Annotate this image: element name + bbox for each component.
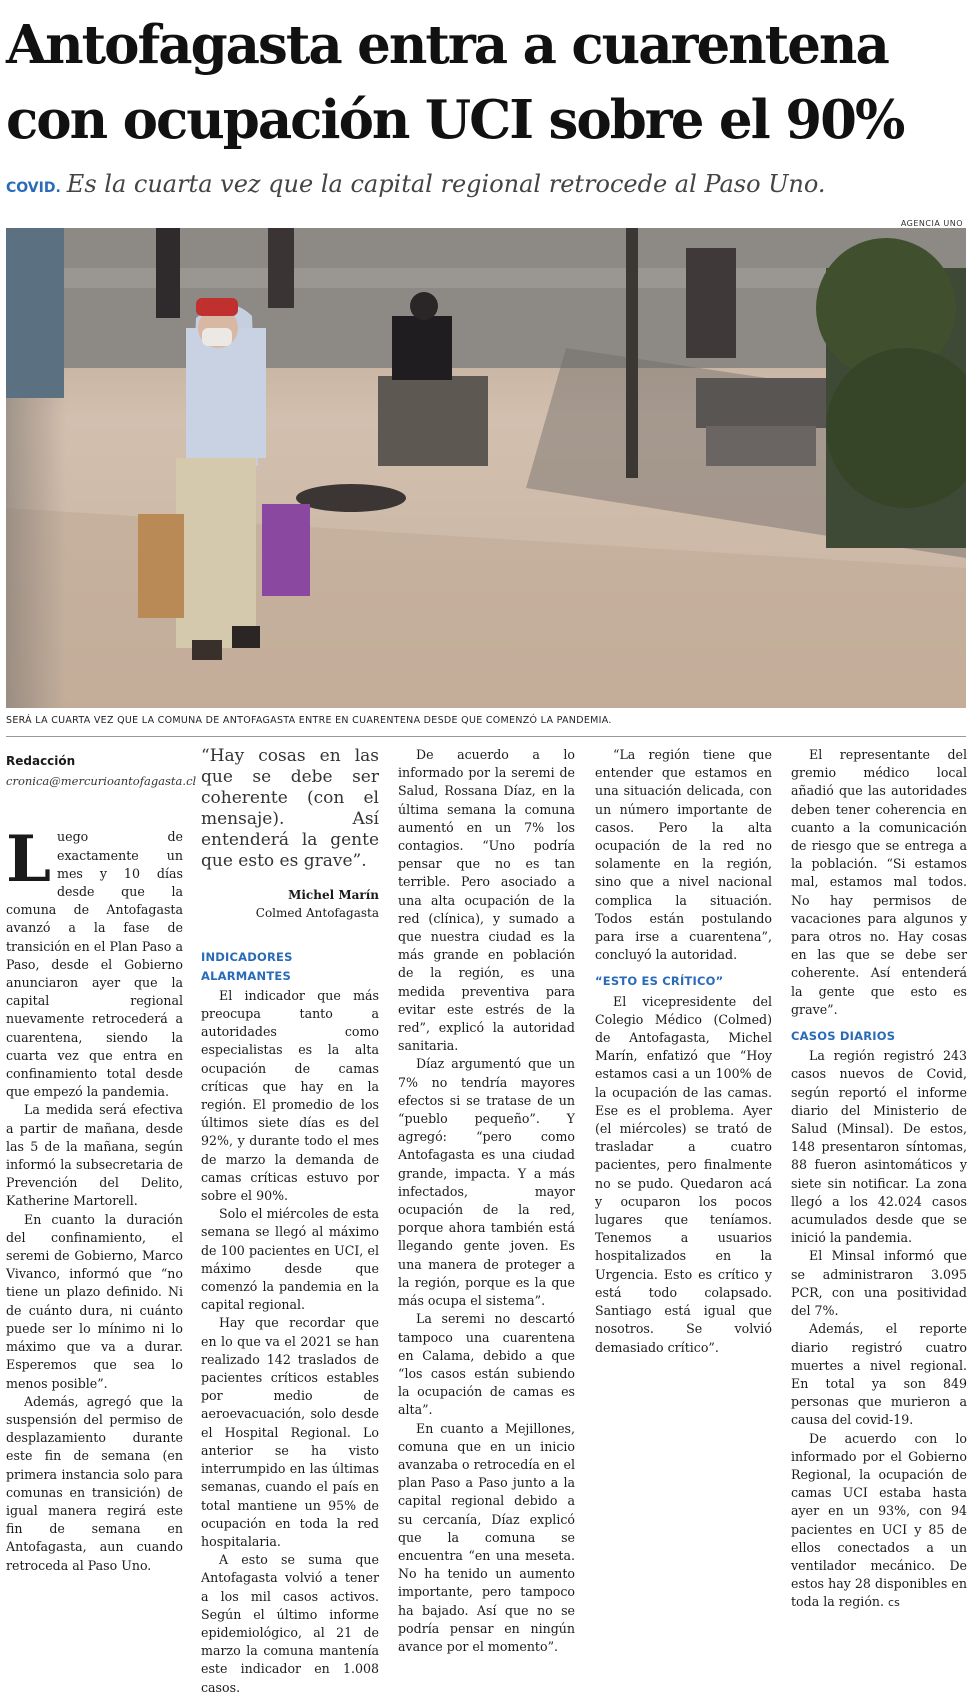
end-mark: cs bbox=[888, 1596, 900, 1610]
paragraph: El vicepresidente del Colegio Médico (Colmed) de Antofagasta, Michel Marín, enfatizó que “Hoy estamos casi a un 100% de la ocupación de las camas. Ese es el problema. Ayer (el miércoles) se trató de trasladar a cuatro pacientes, pero finalmente no se pudo. Quedaron acá y ocuparon los pocos lugares que teníamos. Tenemos a usuarios hospitalizados en la Urgencia. Esto es crítico y está todo colapsado. Santiago está igual que nosotros. Se volvió demasiado crítico”. bbox=[595, 993, 772, 1355]
lead-text: uego de exactamente un mes y 10 días desde que la comuna de Antofagasta avanzó a la fase de transición en el Plan Paso a Paso, desde el Gobierno anunciaron ayer que la capital regional nuevamente retrocederá a cuarentena, siendo la cuarta vez que entra en confinamiento total desde que empezó la pandemia. bbox=[6, 829, 183, 1100]
drop-cap: L bbox=[6, 822, 51, 898]
paragraph: A esto se suma que Antofagasta volvió a tener a los mil casos activos. Según el último informe epidemiológico, al 21 de marzo la comuna mantenía este indicador en 1.008 casos. bbox=[201, 1552, 379, 1695]
paragraph: “La región tiene que entender que estamos en una situación delicada, con un número importante de casos. Pero la alta ocupación de la red no solamente en la región, sino que a nivel nacional complica la situación. Todos están postulando para irse a cuarentena”, concluyó la autoridad. bbox=[595, 747, 772, 963]
byline-author: Redacción bbox=[6, 754, 76, 768]
paragraph: Hay que recordar que en lo que va el 2021 se han realizado 142 traslados de pacientes críticos estables por medio de aeroevacuación, solo desde el Hospital Regional. Lo anterior se ha visto interrumpido en las últimas semanas, cuando el país en total mantiene un 95% de ocupación en toda la red hospitalaria. bbox=[201, 1315, 379, 1549]
deck-text: Es la cuarta vez que la capital regional retrocede al Paso Uno. bbox=[66, 170, 826, 198]
paragraph: Además, el reporte diario registró cuatro muertes a nivel regional. En total ya son 849 personas que murieron a causa del covid-19. bbox=[791, 1321, 967, 1428]
byline-email: cronica@mercurioantofagasta.cl bbox=[6, 774, 197, 789]
column-4 bbox=[595, 746, 772, 1357]
paragraph: La medida será efectiva a partir de mañana, desde las 5 de la mañana, según informó la subsecretaria de Prevención del Delito, Katherine Martorell. bbox=[6, 1102, 183, 1209]
paragraph: En cuanto a Mejillones, comuna que en un inicio avanzaba o retrocedía en el plan Paso a Paso junto a la capital regional debido a su cercanía, Díaz explicó que la comuna se encuentra “en una meseta. No ha tenido un aumento importante, pero tampoco ha bajado. Así que no se podría pensar en ningún avance por el momento”. bbox=[398, 1420, 575, 1654]
photo-credit: AGENCIA UNO bbox=[900, 219, 963, 228]
pull-quote: “Hay cosas en las que se debe ser coherente (con el mensaje). Así entenderá la gente que esto es grave”. bbox=[201, 746, 379, 871]
subheading-indicadores: INDICADORES ALARMANTES bbox=[201, 950, 293, 983]
photo-caption: SERÁ LA CUARTA VEZ QUE LA COMUNA DE ANTOFAGASTA ENTRE EN CUARENTENA DESDE QUE COMENZÓ LA PANDEMIA. bbox=[6, 715, 612, 726]
column-2 bbox=[201, 746, 379, 1697]
column-5 bbox=[791, 746, 967, 1613]
final-text: De acuerdo con lo informado por el Gobierno Regional, la ocupación de camas UCI estaba hasta ayer en un 93%, con 94 pacientes en UCI y 85 de ellos conectados a un ventilador mecánico. De estos hay 28 disponibles en toda la región. bbox=[791, 1430, 967, 1610]
pull-quote-role: Colmed Antofagasta bbox=[255, 906, 379, 921]
divider bbox=[6, 736, 966, 737]
paragraph: Díaz argumentó que un 7% no tendría mayores efectos si se tratase de un “pueblo pequeño”. Y agregó: “pero como Antofagasta es una ciudad grande, impacta. Y a más infectados, mayor ocupación de la red, porque ahora también está llegando gente joven. Es una manera de proteger a la región, porque es la que más ocupa el sistema”. bbox=[398, 1056, 575, 1309]
deck bbox=[6, 170, 966, 198]
subheading-critico: “ESTO ES CRÍTICO” bbox=[595, 974, 724, 989]
paragraph: El indicador que más preocupa tanto a autoridades como especialistas es la alta ocupación de camas críticas que hay en la región. El promedio de los últimos siete días es del 92%, y durante todo el mes de marzo la demanda de camas críticas estuvo por sobre el 90%. bbox=[201, 987, 379, 1204]
deck-kicker: COVID. bbox=[6, 180, 61, 196]
paragraph bbox=[791, 1430, 967, 1613]
column-1 bbox=[6, 746, 197, 1575]
paragraph: El Minsal informó que se administraron 3.095 PCR, con una positividad del 7%. bbox=[791, 1248, 967, 1319]
pull-quote-author: Michel Marín bbox=[288, 888, 379, 902]
paragraph: En cuanto la duración del confinamiento, el seremi de Gobierno, Marco Vivanco, informó que “no tiene un plazo definido. Ni de cuánto dura, ni cuánto puede ser lo mínimo ni lo máximo que va a durar. Esperemos que sea lo menos posible”. bbox=[6, 1211, 183, 1391]
paragraph: Además, agregó que la suspensión del permiso de desplazamiento durante este fin de semana (en primera instancia solo para comunas en transición) de igual manera regirá este fin de semana en Antofagasta, aun cuando retroceda al Paso Uno. bbox=[6, 1393, 183, 1573]
lead-paragraph bbox=[6, 822, 183, 1101]
headline: Antofagasta entra a cuarentena con ocupación UCI sobre el 90% bbox=[6, 14, 904, 151]
news-photo bbox=[6, 228, 966, 708]
paragraph: De acuerdo a lo informado por la seremi de Salud, Rossana Díaz, en la última semana la comuna aumentó en un 7% los contagios. “Uno podría pensar que no es tan terrible. Pero asociado a una alta ocupación de la red (clínica), y sumado a que nuestra ciudad es la más grande en población de la región, es una medida preventiva para evitar este estrés de la red”, explicó la autoridad sanitaria. bbox=[398, 747, 575, 1054]
paragraph: La región registró 243 casos nuevos de Covid, según reportó el informe diario del Ministerio de Salud (Minsal). De estos, 148 presentaron síntomas, 88 fueron asintomáticos y siete sin notificar. La zona llegó a los 42.024 casos acumulados desde que se inició la pandemia. bbox=[791, 1048, 967, 1246]
paragraph: Solo el miércoles de esta semana se llegó al máximo de 100 pacientes en UCI, el máximo desde que comenzó la pandemia en la capital regional. bbox=[201, 1206, 379, 1313]
paragraph: La seremi no descartó tampoco una cuarentena en Calama, debido a que “los casos están subiendo la ocupación de camas es alta”. bbox=[398, 1311, 575, 1418]
column-3 bbox=[398, 746, 575, 1656]
paragraph: El representante del gremio médico local añadió que las autoridades deben tener coherencia en cuanto a la comunicación de riesgo que se entrega a la población. “Si estamos mal, estamos mal todos. No hay permisos de vacaciones para algunos y para otros no. Hay cosas en las que se debe ser coherente. Así entenderá la gente que esto es grave”. bbox=[791, 747, 967, 1017]
subheading-casos: CASOS DIARIOS bbox=[791, 1029, 896, 1044]
